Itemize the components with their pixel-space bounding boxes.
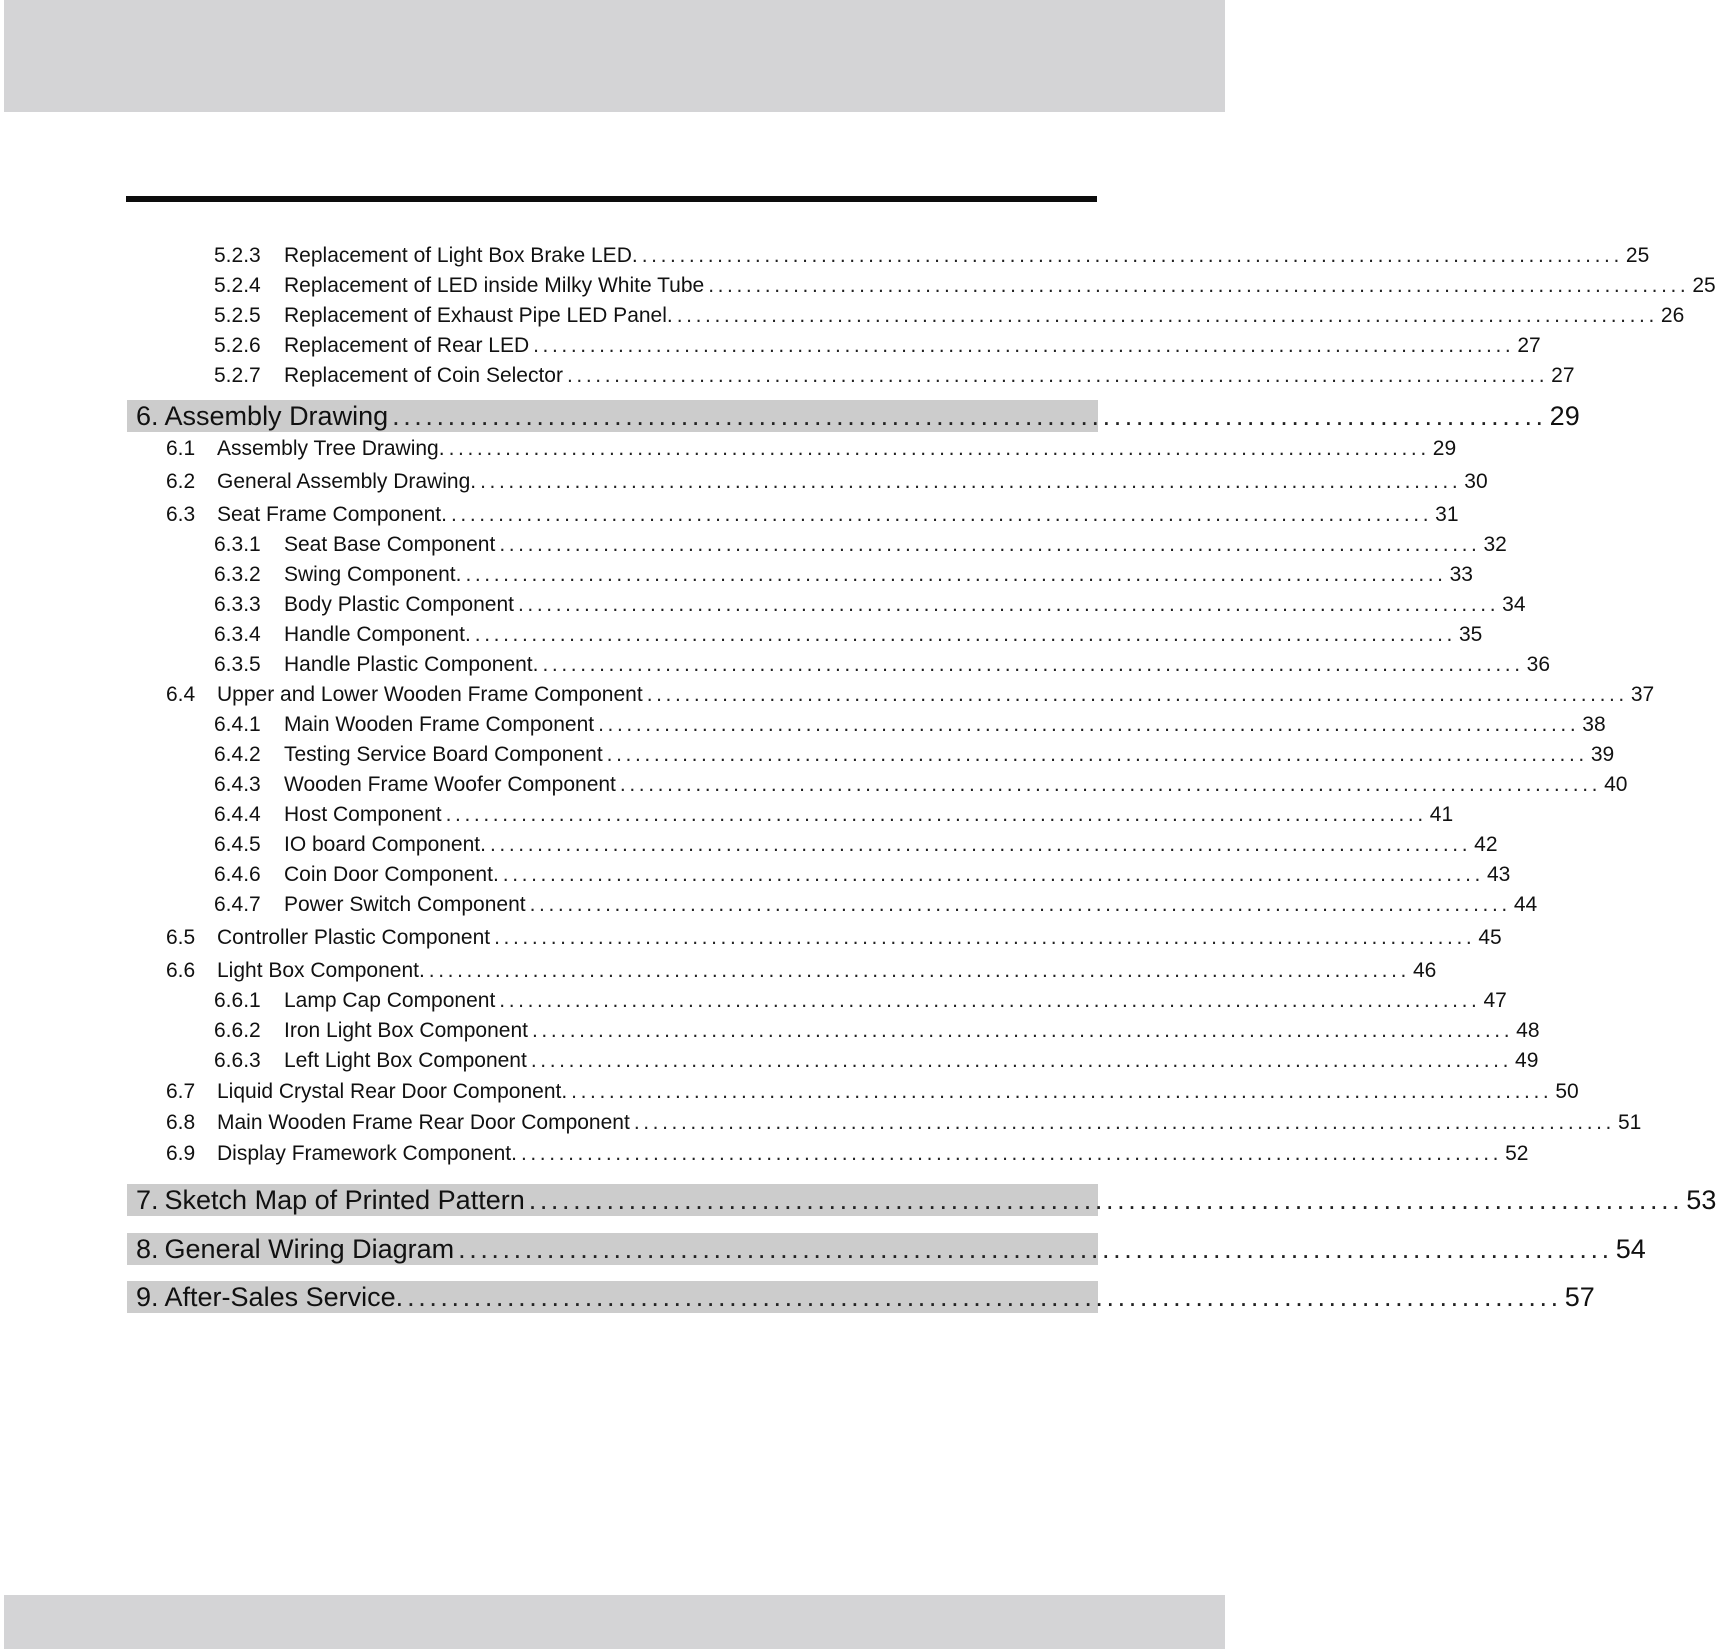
toc-entry-title: Handle Component. xyxy=(284,623,471,646)
toc-entry[interactable] xyxy=(166,683,1655,711)
toc-entry[interactable] xyxy=(166,503,1459,531)
toc-chapter-page: 29 xyxy=(1549,400,1580,431)
toc-entry[interactable] xyxy=(166,926,1502,954)
toc-entry-number: 6.3.1 xyxy=(214,533,261,556)
toc-entry[interactable] xyxy=(214,593,1526,621)
toc-entry-page: 43 xyxy=(1486,863,1511,886)
toc-entry[interactable] xyxy=(214,334,1541,362)
toc-entry-page: 37 xyxy=(1630,683,1655,706)
toc-entry[interactable] xyxy=(214,244,1650,272)
toc-entry-page: 51 xyxy=(1618,1111,1642,1134)
toc-chapter-title: Assembly Drawing xyxy=(164,400,389,431)
toc-leader-dots: ........................................................................................................ xyxy=(530,1049,1513,1072)
toc-entry[interactable] xyxy=(214,364,1575,392)
toc-entry[interactable] xyxy=(214,623,1483,651)
toc-entry-number: 6.3.4 xyxy=(214,623,261,646)
toc-leader-dots: ........................................................................................................ xyxy=(465,563,1447,586)
toc-entry-title: Testing Service Board Component xyxy=(284,743,603,766)
toc-leader-dots: ........................................................................................................ xyxy=(619,773,1602,796)
toc-entry-number: 6.6.2 xyxy=(214,1019,261,1042)
toc-entry[interactable] xyxy=(214,803,1454,831)
toc-entry-number: 6.6.3 xyxy=(214,1049,261,1072)
toc-entry-number: 6.4.7 xyxy=(214,893,261,916)
toc-leader-dots: ........................................................................................................ xyxy=(676,304,1658,327)
toc-entry-title: Light Box Component. xyxy=(217,959,425,982)
toc-leader-dots: ........................................................................................................ xyxy=(529,893,1511,916)
toc-entry-number: 5.2.5 xyxy=(214,304,261,327)
toc-leader-dots: ........................................................................................................ xyxy=(533,334,1515,357)
toc-entry[interactable] xyxy=(214,304,1685,332)
toc-entry-page: 32 xyxy=(1483,533,1507,556)
toc-leader-dots: ........................................................................................................ xyxy=(502,863,1484,886)
toc-entry-page: 42 xyxy=(1474,833,1498,856)
toc-entry-page: 33 xyxy=(1449,563,1473,586)
toc-entry-title: Replacement of Exhaust Pipe LED Panel. xyxy=(284,304,673,327)
toc-entry-number: 6.4.3 xyxy=(214,773,261,796)
toc-entry-number: 6.4.4 xyxy=(214,803,261,826)
toc-entry[interactable] xyxy=(214,833,1498,861)
toc-entry-page: 29 xyxy=(1432,437,1457,460)
toc-entry[interactable] xyxy=(214,893,1538,921)
toc-entry[interactable] xyxy=(214,989,1507,1017)
toc-entry-page: 48 xyxy=(1516,1019,1540,1042)
toc-entry-page: 27 xyxy=(1517,334,1541,357)
toc-chapter[interactable] xyxy=(127,1233,1646,1265)
toc-entry-page: 45 xyxy=(1478,926,1502,949)
toc-leader-dots: ........................................................................................................ xyxy=(598,713,1580,736)
toc-leader-dots: ........................................................................................................ xyxy=(708,274,1690,297)
toc-leader-dots: ........................................................................................................ xyxy=(392,400,1547,431)
toc-chapter-title: After-Sales Service. xyxy=(164,1281,404,1312)
toc-leader-dots: ........................................................................................................ xyxy=(641,244,1623,267)
toc-entry-page: 34 xyxy=(1502,593,1526,616)
toc-leader-dots: ........................................................................................................ xyxy=(633,1111,1615,1134)
toc-entry-title: Main Wooden Frame Component xyxy=(284,713,595,736)
toc-entry[interactable] xyxy=(214,1019,1540,1047)
toc-entry-title: Coin Door Component. xyxy=(284,863,499,886)
toc-entry-number: 6.3 xyxy=(166,503,196,526)
toc-entry-page: 39 xyxy=(1590,743,1615,766)
toc-entry-page: 31 xyxy=(1435,503,1459,526)
toc-entry-number: 6.5 xyxy=(166,926,196,949)
toc-leader-dots: ........................................................................................................ xyxy=(646,683,1628,706)
toc-entry-page: 46 xyxy=(1412,959,1437,982)
toc-leader-dots: ........................................................................................................ xyxy=(566,364,1549,387)
toc-leader-dots: ........................................................................................................ xyxy=(499,989,1481,1012)
toc-entry-number: 6.3.2 xyxy=(214,563,261,586)
toc-entry[interactable] xyxy=(166,959,1437,987)
toc-entry[interactable] xyxy=(214,773,1628,801)
toc-leader-dots: ........................................................................................................ xyxy=(480,470,1462,493)
toc-entry-title: Replacement of Rear LED xyxy=(284,334,530,357)
toc-entry-number: 5.2.4 xyxy=(214,274,261,297)
toc-leader-dots: ........................................................................................................ xyxy=(428,959,1410,982)
toc-entry[interactable] xyxy=(214,563,1473,591)
toc-entry-number: 6.6.1 xyxy=(214,989,261,1012)
toc-entry[interactable] xyxy=(166,1142,1529,1170)
toc-entry-title: Power Switch Component xyxy=(284,893,526,916)
toc-entry-number: 6.4.2 xyxy=(214,743,261,766)
toc-leader-dots: ........................................................................................................ xyxy=(531,1019,1514,1042)
toc-entry-page: 40 xyxy=(1604,773,1628,796)
toc-entry-number: 6.2 xyxy=(166,470,196,493)
toc-entry-page: 35 xyxy=(1458,623,1483,646)
toc-leader-dots: ........................................................................................................ xyxy=(571,1080,1553,1103)
toc-entry-title: Replacement of Coin Selector xyxy=(284,364,563,387)
toc-entry[interactable] xyxy=(214,863,1511,891)
toc-leader-dots: ........................................................................................................ xyxy=(494,926,1476,949)
toc-entry-title: Host Component xyxy=(284,803,442,826)
toc-entry-title: Body Plastic Component xyxy=(284,593,514,616)
toc-chapter-number: 9. xyxy=(136,1281,159,1312)
toc-entry-title: Main Wooden Frame Rear Door Component xyxy=(217,1111,630,1134)
toc-leader-dots: ........................................................................................................ xyxy=(542,653,1524,676)
toc-leader-dots: ........................................................................................................ xyxy=(606,743,1588,766)
toc-leader-dots: ........................................................................................................ xyxy=(407,1281,1562,1312)
toc-leader-dots: ........................................................................................................ xyxy=(528,1184,1684,1215)
toc-entry-page: 30 xyxy=(1464,470,1488,493)
toc-entry-title: Seat Frame Component. xyxy=(217,503,447,526)
toc-entry-page: 47 xyxy=(1483,989,1507,1012)
toc-entry-number: 5.2.3 xyxy=(214,244,261,267)
toc-entry-page: 41 xyxy=(1429,803,1454,826)
toc-entry-page: 52 xyxy=(1505,1142,1529,1165)
toc-entry-page: 49 xyxy=(1515,1049,1539,1072)
toc-entry-title: Handle Plastic Component. xyxy=(284,653,539,676)
toc-entry-page: 36 xyxy=(1526,653,1551,676)
toc-leader-dots: ........................................................................................................ xyxy=(517,593,1500,616)
toc-entry-number: 6.1 xyxy=(166,437,196,460)
toc-leader-dots: ........................................................................................................ xyxy=(489,833,1472,856)
toc-chapter[interactable] xyxy=(127,1281,1595,1313)
toc-chapter-number: 6. xyxy=(136,400,159,431)
toc-chapter-page: 53 xyxy=(1686,1184,1716,1215)
toc-leader-dots: ........................................................................................................ xyxy=(520,1142,1503,1165)
toc-entry-number: 6.6 xyxy=(166,959,196,982)
toc-entry-page: 50 xyxy=(1555,1080,1579,1103)
toc-entry-title: Liquid Crystal Rear Door Component. xyxy=(217,1080,568,1103)
toc-entry[interactable] xyxy=(214,713,1606,741)
toc-entry-number: 6.3.5 xyxy=(214,653,261,676)
toc-entry-title: Wooden Frame Woofer Component xyxy=(284,773,616,796)
toc-leader-dots: ........................................................................................................ xyxy=(458,1233,1613,1264)
toc-leader-dots: ........................................................................................................ xyxy=(450,503,1433,526)
toc-leader-dots: ........................................................................................................ xyxy=(474,623,1456,646)
toc-chapter[interactable] xyxy=(127,400,1580,432)
toc-entry-title: Replacement of LED inside Milky White Tube xyxy=(284,274,705,297)
toc-entry-title: Seat Base Component xyxy=(284,533,496,556)
toc-chapter-page: 54 xyxy=(1615,1233,1646,1264)
footer-band xyxy=(4,1595,1225,1649)
toc-entry-page: 38 xyxy=(1582,713,1606,736)
toc-chapter-title: General Wiring Diagram xyxy=(164,1233,455,1264)
toc-entry-page: 25 xyxy=(1692,274,1716,297)
toc-entry-title: General Assembly Drawing. xyxy=(217,470,477,493)
toc-entry[interactable] xyxy=(166,470,1488,498)
toc-entry-number: 6.4.6 xyxy=(214,863,261,886)
toc-entry-page: 44 xyxy=(1513,893,1538,916)
toc-leader-dots: ........................................................................................................ xyxy=(445,803,1427,826)
toc-entry[interactable] xyxy=(166,437,1457,465)
toc-entry-number: 6.4 xyxy=(166,683,196,706)
toc-entry[interactable] xyxy=(214,274,1716,302)
toc-entry-page: 27 xyxy=(1551,364,1575,387)
toc-entry-number: 6.9 xyxy=(166,1142,196,1165)
toc-entry-title: Iron Light Box Component xyxy=(284,1019,528,1042)
toc-entry-title: IO board Component. xyxy=(284,833,486,856)
toc-entry-number: 6.4.1 xyxy=(214,713,261,736)
toc-chapter[interactable] xyxy=(127,1184,1716,1216)
toc-entry[interactable] xyxy=(214,653,1551,681)
toc-entry-title: Replacement of Light Box Brake LED. xyxy=(284,244,638,267)
toc-entry-number: 6.3.3 xyxy=(214,593,261,616)
toc-entry-number: 5.2.7 xyxy=(214,364,261,387)
toc-entry[interactable] xyxy=(166,1111,1642,1139)
toc-entry-title: Assembly Tree Drawing. xyxy=(217,437,445,460)
toc-leader-dots: ........................................................................................................ xyxy=(448,437,1430,460)
toc-entry-page: 25 xyxy=(1625,244,1650,267)
toc-entry[interactable] xyxy=(214,1049,1539,1077)
toc-entry[interactable] xyxy=(214,533,1507,561)
toc-entry-number: 6.7 xyxy=(166,1080,196,1103)
toc-entry-number: 6.8 xyxy=(166,1111,196,1134)
toc-entry-title: Swing Component. xyxy=(284,563,462,586)
toc-entry[interactable] xyxy=(214,743,1615,771)
toc-entry-number: 5.2.6 xyxy=(214,334,261,357)
toc-chapter-title: Sketch Map of Printed Pattern xyxy=(164,1184,525,1215)
toc-chapter-number: 8. xyxy=(136,1233,159,1264)
toc-entry-number: 6.4.5 xyxy=(214,833,261,856)
toc-entry-title: Display Framework Component. xyxy=(217,1142,517,1165)
toc-entry-title: Left Light Box Component xyxy=(284,1049,527,1072)
toc-entry-title: Controller Plastic Component xyxy=(217,926,491,949)
toc-entry-title: Lamp Cap Component xyxy=(284,989,496,1012)
toc-chapter-number: 7. xyxy=(136,1184,159,1215)
toc-entry[interactable] xyxy=(166,1080,1579,1108)
toc-chapter-page: 57 xyxy=(1564,1281,1595,1312)
toc-leader-dots: ........................................................................................................ xyxy=(499,533,1481,556)
toc-entry-page: 26 xyxy=(1660,304,1685,327)
toc-entry-title: Upper and Lower Wooden Frame Component xyxy=(217,683,643,706)
